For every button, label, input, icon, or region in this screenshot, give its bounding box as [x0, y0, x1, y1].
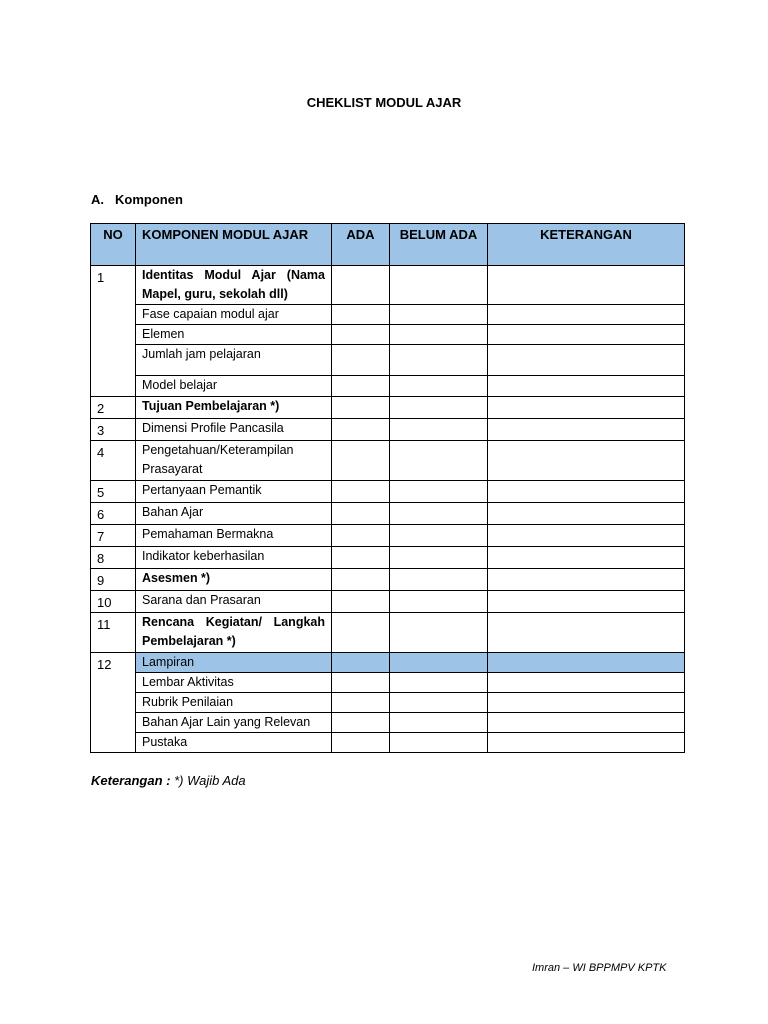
- note-text: *) Wajib Ada: [170, 773, 246, 788]
- table-row: [91, 419, 685, 441]
- table-row: [91, 591, 685, 613]
- table-row: [91, 397, 685, 419]
- keterangan-cell[interactable]: [488, 653, 685, 673]
- belum-ada-cell[interactable]: [390, 613, 488, 653]
- ada-cell[interactable]: [332, 525, 390, 547]
- keterangan-cell[interactable]: [488, 673, 685, 693]
- table-row: [91, 376, 685, 397]
- keterangan-cell[interactable]: [488, 693, 685, 713]
- keterangan-cell[interactable]: [488, 733, 685, 753]
- row-number: 9: [91, 569, 136, 591]
- keterangan-cell[interactable]: [488, 325, 685, 345]
- ada-cell[interactable]: [332, 503, 390, 525]
- component-label: Bahan Ajar: [136, 503, 332, 525]
- keterangan-cell[interactable]: [488, 266, 685, 305]
- footer-author: Imran – WI BPPMPV KPTK: [532, 962, 667, 974]
- table-row: [91, 325, 685, 345]
- component-label: Tujuan Pembelajaran *): [136, 397, 332, 419]
- keterangan-cell[interactable]: [488, 547, 685, 569]
- keterangan-cell[interactable]: [488, 481, 685, 503]
- keterangan-cell[interactable]: [488, 525, 685, 547]
- component-label: Sarana dan Prasaran: [136, 591, 332, 613]
- belum-ada-cell[interactable]: [390, 481, 488, 503]
- checklist-table: [90, 223, 685, 753]
- component-label: Asesmen *): [136, 569, 332, 591]
- component-label: Lampiran: [136, 653, 332, 673]
- row-number: 7: [91, 525, 136, 547]
- row-number: 1: [91, 266, 136, 397]
- keterangan-cell[interactable]: [488, 713, 685, 733]
- ada-cell[interactable]: [332, 345, 390, 376]
- belum-ada-cell[interactable]: [390, 325, 488, 345]
- row-number: 5: [91, 481, 136, 503]
- row-number: 12: [91, 653, 136, 753]
- belum-ada-cell[interactable]: [390, 693, 488, 713]
- table-row: [91, 547, 685, 569]
- table-row: [91, 305, 685, 325]
- note-label: Keterangan :: [91, 773, 171, 788]
- table-row: [91, 693, 685, 713]
- component-label: Pustaka: [136, 733, 332, 753]
- ada-cell[interactable]: [332, 653, 390, 673]
- component-label: Model belajar: [136, 376, 332, 397]
- keterangan-cell[interactable]: [488, 376, 685, 397]
- row-number: 8: [91, 547, 136, 569]
- component-label: Pertanyaan Pemantik: [136, 481, 332, 503]
- belum-ada-cell[interactable]: [390, 376, 488, 397]
- header-komponen: KOMPONEN MODUL AJAR: [136, 224, 332, 266]
- component-label: Rencana Kegiatan/ Langkah Pembelajaran *): [136, 613, 332, 653]
- keterangan-cell[interactable]: [488, 305, 685, 325]
- component-label: Bahan Ajar Lain yang Relevan: [136, 713, 332, 733]
- ada-cell[interactable]: [332, 397, 390, 419]
- row-number: 4: [91, 441, 136, 481]
- table-header-row: [91, 224, 685, 266]
- ada-cell[interactable]: [332, 547, 390, 569]
- ada-cell[interactable]: [332, 613, 390, 653]
- table-row: [91, 481, 685, 503]
- belum-ada-cell[interactable]: [390, 653, 488, 673]
- keterangan-cell[interactable]: [488, 441, 685, 481]
- ada-cell[interactable]: [332, 713, 390, 733]
- belum-ada-cell[interactable]: [390, 547, 488, 569]
- component-label: Pemahaman Bermakna: [136, 525, 332, 547]
- table-row: [91, 733, 685, 753]
- keterangan-cell[interactable]: [488, 503, 685, 525]
- belum-ada-cell[interactable]: [390, 419, 488, 441]
- component-label: Jumlah jam pelajaran: [136, 345, 332, 376]
- table-row: [91, 653, 685, 673]
- ada-cell[interactable]: [332, 325, 390, 345]
- table-row: [91, 441, 685, 481]
- keterangan-cell[interactable]: [488, 419, 685, 441]
- belum-ada-cell[interactable]: [390, 503, 488, 525]
- section-heading: [91, 192, 183, 207]
- component-label: Fase capaian modul ajar: [136, 305, 332, 325]
- component-label: Identitas Modul Ajar (Nama Mapel, guru, sekolah dll): [136, 266, 332, 305]
- belum-ada-cell[interactable]: [390, 569, 488, 591]
- table-row: [91, 345, 685, 376]
- belum-ada-cell[interactable]: [390, 673, 488, 693]
- belum-ada-cell[interactable]: [390, 591, 488, 613]
- belum-ada-cell[interactable]: [390, 525, 488, 547]
- ada-cell[interactable]: [332, 733, 390, 753]
- keterangan-cell[interactable]: [488, 591, 685, 613]
- ada-cell[interactable]: [332, 266, 390, 305]
- header-belum-ada: BELUM ADA: [390, 224, 488, 266]
- table-row: [91, 673, 685, 693]
- header-keterangan: KETERANGAN: [488, 224, 685, 266]
- belum-ada-cell[interactable]: [390, 441, 488, 481]
- note-line: [91, 773, 246, 788]
- component-label: Elemen: [136, 325, 332, 345]
- row-number: 3: [91, 419, 136, 441]
- component-label: Lembar Aktivitas: [136, 673, 332, 693]
- ada-cell[interactable]: [332, 441, 390, 481]
- row-number: 2: [91, 397, 136, 419]
- belum-ada-cell[interactable]: [390, 397, 488, 419]
- keterangan-cell[interactable]: [488, 397, 685, 419]
- ada-cell[interactable]: [332, 673, 390, 693]
- keterangan-cell[interactable]: [488, 345, 685, 376]
- belum-ada-cell[interactable]: [390, 733, 488, 753]
- component-label: Pengetahuan/Keterampilan Prasayarat: [136, 441, 332, 481]
- table-row: [91, 569, 685, 591]
- keterangan-cell[interactable]: [488, 569, 685, 591]
- section-title: Komponen: [115, 192, 183, 207]
- ada-cell[interactable]: [332, 569, 390, 591]
- ada-cell[interactable]: [332, 693, 390, 713]
- document-title: CHEKLIST MODUL AJAR: [306, 95, 462, 110]
- section-letter: A.: [91, 192, 104, 207]
- table-row: [91, 613, 685, 653]
- belum-ada-cell[interactable]: [390, 305, 488, 325]
- row-number: 10: [91, 591, 136, 613]
- ada-cell[interactable]: [332, 376, 390, 397]
- table-row: [91, 503, 685, 525]
- belum-ada-cell[interactable]: [390, 713, 488, 733]
- component-label: Indikator keberhasilan: [136, 547, 332, 569]
- component-label: Dimensi Profile Pancasila: [136, 419, 332, 441]
- table-row: [91, 525, 685, 547]
- ada-cell[interactable]: [332, 305, 390, 325]
- ada-cell[interactable]: [332, 481, 390, 503]
- row-number: 11: [91, 613, 136, 653]
- belum-ada-cell[interactable]: [390, 345, 488, 376]
- table-row: [91, 266, 685, 305]
- component-label: Rubrik Penilaian: [136, 693, 332, 713]
- header-ada: ADA: [332, 224, 390, 266]
- table-row: [91, 713, 685, 733]
- row-number: 6: [91, 503, 136, 525]
- ada-cell[interactable]: [332, 591, 390, 613]
- belum-ada-cell[interactable]: [390, 266, 488, 305]
- header-no: NO: [91, 224, 136, 266]
- keterangan-cell[interactable]: [488, 613, 685, 653]
- ada-cell[interactable]: [332, 419, 390, 441]
